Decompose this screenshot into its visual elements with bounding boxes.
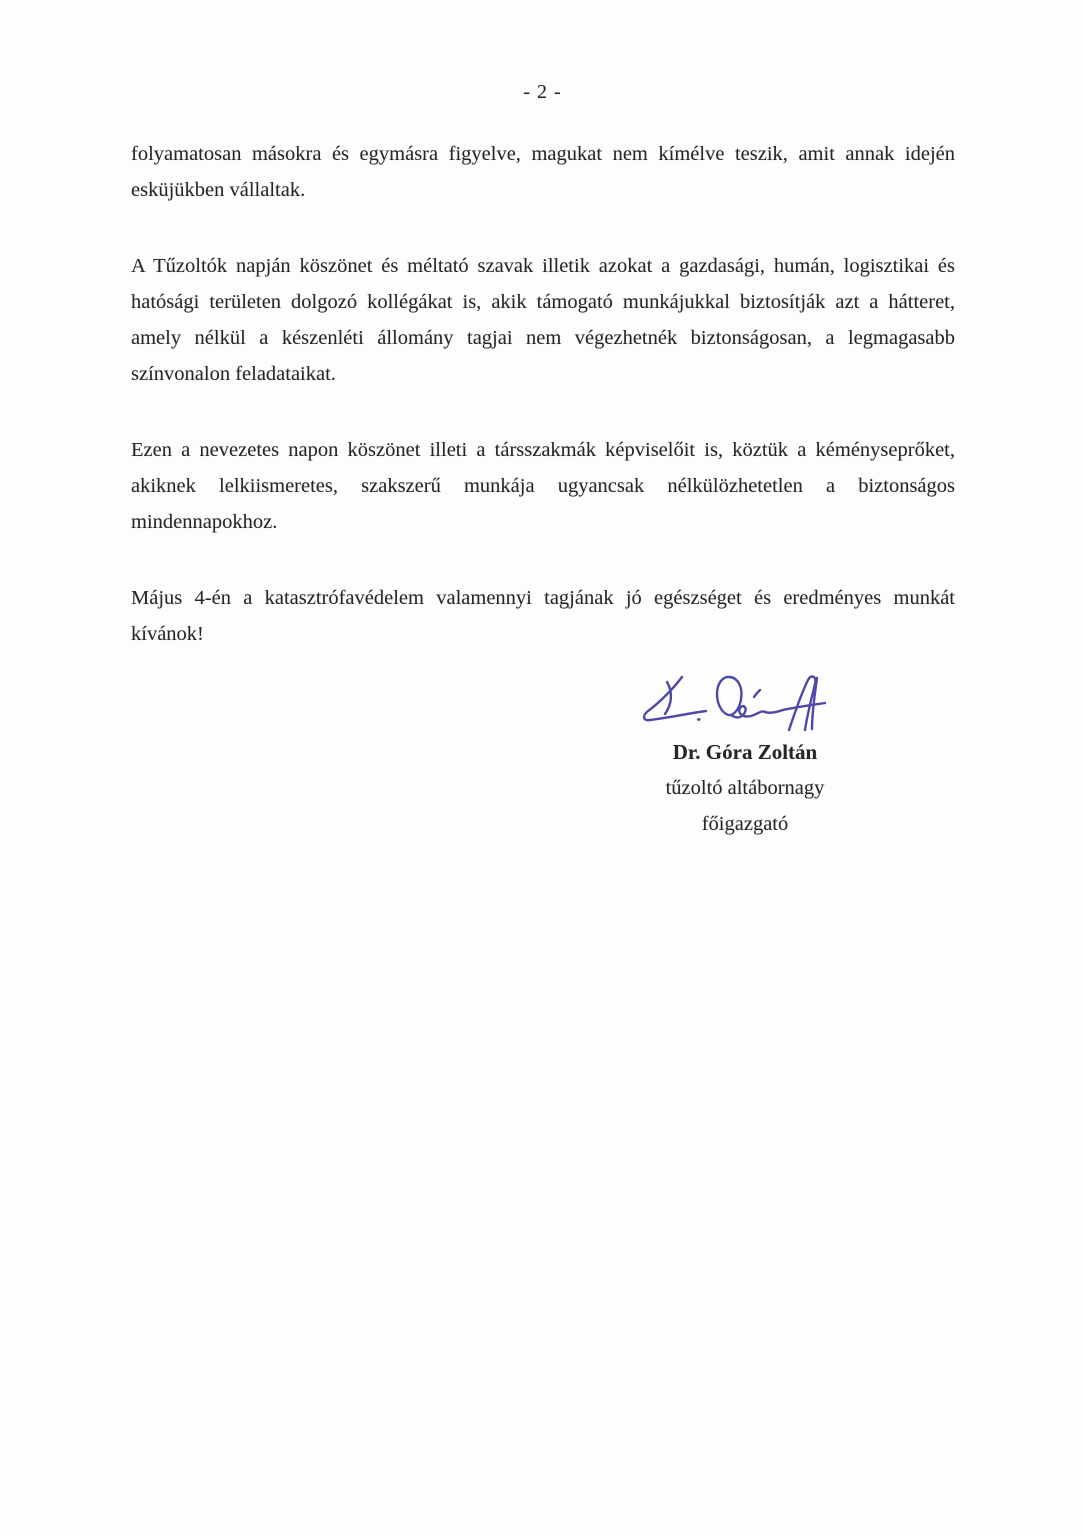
signer-rank: tűzoltó altábornagy (665, 777, 825, 799)
signer-name: Dr. Góra Zoltán (672, 740, 818, 764)
letter-body (131, 136, 955, 652)
page-number: - 2 - (523, 81, 562, 103)
paragraph: Ezen a nevezetes napon köszönet illeti a társszakmák képviselőit is, köztük a kéményseprőket, akiknek lelkiismeretes, szakszerű munkája ugyancsak nélkülözhetetlen a biztonságos mindennapokhoz. (131, 439, 955, 533)
signature-block (555, 672, 935, 842)
paragraph: Május 4-én a katasztrófavédelem valamennyi tagjának jó egészséget és eredményes munkát kívánok! (131, 587, 955, 645)
signer-title: főigazgató (701, 813, 789, 835)
handwritten-signature (627, 672, 827, 734)
paragraph: folyamatosan másokra és egymásra figyelve, magukat nem kímélve teszik, amit annak idején esküjükben vállaltak. (131, 143, 955, 201)
paragraph: A Tűzoltók napján köszönet és méltató szavak illetik azokat a gazdasági, humán, logisztikai és hatósági területen dolgozó kollégákat is, akik támogató munkájukkal biztosítják azt a hátteret, amely nélkül a készenléti állomány tagjai nem végezhetnék biztonságosan, a legmagasabb színvonalon feladataikat. (131, 255, 955, 385)
